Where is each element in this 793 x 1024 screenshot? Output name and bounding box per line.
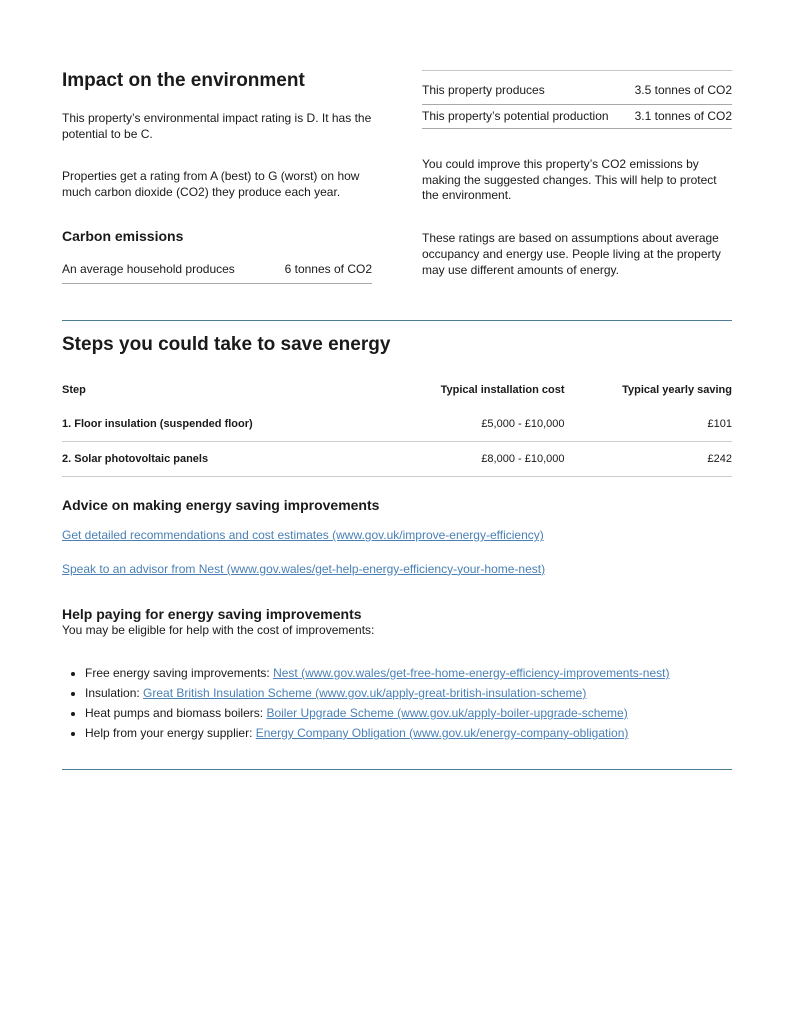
section-divider [62, 320, 732, 321]
average-household-table [62, 262, 372, 285]
great-british-insulation-scheme-link[interactable]: Great British Insulation Scheme (www.gov.uk/apply-great-british-insulation-scheme) [143, 685, 587, 700]
list-item [85, 686, 732, 702]
steps-header-saving: Typical yearly saving [622, 384, 732, 397]
average-household-label: An average household produces [62, 261, 235, 276]
help-intro: You may be eligible for help with the cost of improvements: [62, 623, 375, 638]
property-produces-value: 3.5 tonnes of CO2 [634, 83, 732, 97]
help-item-prefix: Heat pumps and biomass boilers: [85, 705, 267, 720]
list-item [85, 706, 732, 722]
ratings-assumptions-paragraph: These ratings are based on assumptions about average occupancy and energy use. People living at the property may use different amounts of energy. [422, 231, 721, 277]
table-row [422, 105, 732, 130]
boiler-upgrade-scheme-link[interactable]: Boiler Upgrade Scheme (www.gov.uk/apply-boiler-upgrade-scheme) [266, 705, 628, 720]
improve-energy-efficiency-link[interactable]: Get detailed recommendations and cost estimates (www.gov.uk/improve-energy-efficiency) [62, 528, 544, 543]
step-1-saving: £101 [565, 407, 733, 442]
table-row [62, 442, 732, 477]
section-divider [62, 769, 732, 770]
steps-header-step: Step [62, 384, 86, 397]
table-row [62, 262, 372, 285]
step-1-name: 1. Floor insulation (suspended floor) [62, 407, 364, 442]
help-heading: Help paying for energy saving improvements [62, 606, 362, 623]
improve-co2-paragraph: You could improve this property’s CO2 emissions by making the suggested changes. This will help to protect the environment. [422, 157, 717, 203]
table-row [62, 407, 732, 442]
nest-advisor-link[interactable]: Speak to an advisor from Nest (www.gov.wales/get-help-energy-efficiency-your-home-nest) [62, 561, 546, 576]
environment-title: Impact on the environment [62, 70, 305, 91]
steps-header-row [62, 384, 732, 407]
help-list [62, 666, 732, 742]
potential-production-label: This property’s potential production [422, 108, 609, 123]
property-co2-table [422, 70, 732, 129]
list-item [85, 666, 732, 682]
environment-rating-scale-paragraph: Properties get a rating from A (best) to G (worst) on how much carbon dioxide (CO2) they produce each year. [62, 169, 360, 200]
property-produces-label: This property produces [422, 83, 545, 97]
help-item-prefix: Help from your energy supplier: [85, 725, 256, 740]
carbon-emissions-heading: Carbon emissions [62, 227, 184, 244]
nest-free-improvements-link[interactable]: Nest (www.gov.wales/get-free-home-energy-efficiency-improvements-nest) [273, 665, 670, 680]
step-2-cost: £8,000 - £10,000 [364, 442, 565, 477]
step-2-name: 2. Solar photovoltaic panels [62, 442, 364, 477]
list-item [85, 726, 732, 742]
environment-left-column [62, 70, 372, 305]
advice-heading: Advice on making energy saving improvements [62, 497, 380, 514]
steps-table [62, 384, 732, 477]
step-1-cost: £5,000 - £10,000 [364, 407, 565, 442]
help-item-prefix: Insulation: [85, 685, 144, 700]
steps-header-cost: Typical installation cost [440, 384, 565, 397]
steps-title: Steps you could take to save energy [62, 334, 391, 356]
table-row [422, 70, 732, 105]
help-item-prefix: Free energy saving improvements: [85, 665, 274, 680]
environment-right-column [422, 70, 732, 305]
average-household-value: 6 tonnes of CO2 [284, 261, 372, 276]
environment-section [62, 70, 732, 305]
potential-production-value: 3.1 tonnes of CO2 [634, 108, 732, 123]
environment-rating-paragraph: This property’s environmental impact rating is D. It has the potential to be C. [62, 111, 372, 141]
energy-company-obligation-link[interactable]: Energy Company Obligation (www.gov.uk/energy-company-obligation) [255, 725, 629, 740]
step-2-saving: £242 [565, 442, 733, 477]
